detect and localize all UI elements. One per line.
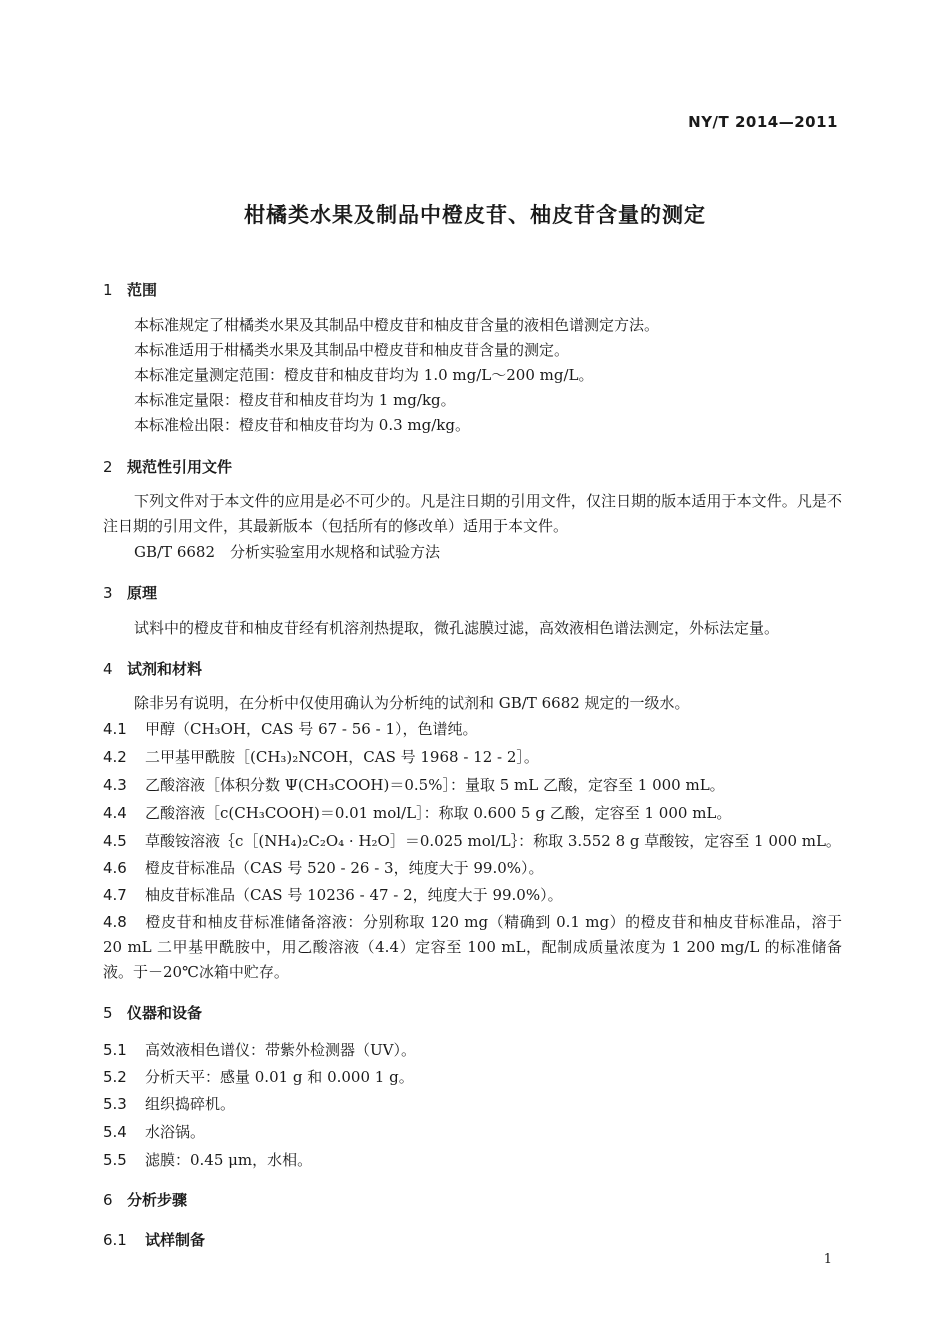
normative-reference: GB/T 6682 分析实验室用水规格和试验方法 [134, 543, 441, 561]
list-item [103, 773, 725, 797]
paragraph: 下列文件对于本文件的应用是必不可少的。凡是注日期的引用文件，仅注日期的版本适用于本文件。凡是不注日期的引用文件，其最新版本（包括所有的修改单）适用于本文件。 [103, 492, 842, 535]
list-item [103, 856, 544, 880]
item-number: 4.6 [103, 859, 127, 877]
item-text: 柚皮苷标准品（CAS 号 10236 - 47 - 2，纯度大于 99.0%）。 [145, 886, 563, 904]
paragraph: 本标准定量测定范围：橙皮苷和柚皮苷均为 1.0 mg/L～200 mg/L。 [134, 366, 594, 384]
section-title: 范围 [127, 281, 158, 299]
item-number: 5.2 [103, 1068, 127, 1086]
paragraph: 除非另有说明，在分析中仅使用确认为分析纯的试剂和 GB/T 6682 规定的一级水。 [134, 694, 690, 712]
list-item [103, 883, 563, 907]
item-text: 分析天平：感量 0.01 g 和 0.000 1 g。 [145, 1068, 414, 1086]
item-number: 5.4 [103, 1123, 127, 1141]
item-number: 5.3 [103, 1095, 127, 1113]
list-item [103, 829, 841, 853]
paragraph: 本标准规定了柑橘类水果及其制品中橙皮苷和柚皮苷含量的液相色谱测定方法。 [134, 316, 660, 334]
subsection-number: 6.1 [103, 1231, 127, 1249]
item-number: 4.8 [103, 913, 127, 931]
section-heading-6 [103, 1189, 187, 1210]
list-item [103, 1038, 416, 1062]
list-item [103, 1120, 205, 1144]
item-text: 高效液相色谱仪：带紫外检测器（UV）。 [145, 1041, 416, 1059]
item-text: 组织捣碎机。 [145, 1095, 236, 1113]
section-title: 试剂和材料 [127, 660, 203, 678]
paragraph: 本标准适用于柑橘类水果及其制品中橙皮苷和柚皮苷含量的测定。 [134, 341, 570, 359]
item-text: 甲醇（CH₃OH，CAS 号 67 - 56 - 1），色谱纯。 [145, 720, 478, 738]
paragraph: 试料中的橙皮苷和柚皮苷经有机溶剂热提取，微孔滤膜过滤，高效液相色谱法测定，外标法定量。 [134, 619, 780, 637]
section-title: 分析步骤 [127, 1191, 188, 1209]
item-text: 橙皮苷标准品（CAS 号 520 - 26 - 3，纯度大于 99.0%）。 [145, 859, 544, 877]
item-number: 4.2 [103, 748, 127, 766]
paragraph: 本标准检出限：橙皮苷和柚皮苷均为 0.3 mg/kg。 [134, 416, 470, 434]
section-number: 1 [103, 281, 113, 299]
document-title: 柑橘类水果及制品中橙皮苷、柚皮苷含量的测定 [244, 203, 706, 227]
list-item [103, 745, 539, 769]
item-number: 5.5 [103, 1151, 127, 1169]
subsection-heading [103, 1229, 205, 1250]
section-number: 5 [103, 1004, 113, 1022]
section-number: 3 [103, 584, 113, 602]
item-number: 4.4 [103, 804, 127, 822]
item-text: 乙酸溶液［体积分数 Ψ(CH₃COOH)＝0.5%］：量取 5 mL 乙酸，定容至 1 000 mL。 [145, 776, 725, 794]
list-item [103, 801, 731, 825]
section-title: 原理 [127, 584, 158, 602]
section-heading-4 [103, 658, 202, 679]
section-number: 4 [103, 660, 113, 678]
section-title: 仪器和设备 [127, 1004, 203, 1022]
item-number: 4.5 [103, 832, 127, 850]
item-text: 橙皮苷和柚皮苷标准储备溶液：分别称取 120 mg（精确到 0.1 mg）的橙皮苷和柚皮苷标准品，溶于 20 mL 二甲基甲酰胺中，用乙酸溶液（4.4）定容至 100 mL，配制成质量浓度为 1 200 mg/L 的标准储备液。于－20℃冰箱中贮存。 [103, 913, 842, 981]
list-item [103, 1092, 235, 1116]
standard-code: NY/T 2014—2011 [688, 113, 838, 131]
list-item [103, 1148, 312, 1172]
section-heading-1 [103, 279, 157, 300]
list-item [103, 1065, 414, 1089]
list-item [103, 717, 478, 741]
item-number: 4.1 [103, 720, 127, 738]
item-text: 水浴锅。 [145, 1123, 206, 1141]
section-title: 规范性引用文件 [127, 458, 233, 476]
item-number: 5.1 [103, 1041, 127, 1059]
section-number: 6 [103, 1191, 113, 1209]
section-heading-5 [103, 1002, 202, 1023]
list-item [103, 910, 842, 985]
item-number: 4.7 [103, 886, 127, 904]
item-text: 二甲基甲酰胺［(CH₃)₂NCOH，CAS 号 1968 - 12 - 2］。 [145, 748, 539, 766]
item-text: 滤膜：0.45 μm，水相。 [145, 1151, 313, 1169]
paragraph: 本标准定量限：橙皮苷和柚皮苷均为 1 mg/kg。 [134, 391, 456, 409]
item-number: 4.3 [103, 776, 127, 794]
subsection-title: 试样制备 [145, 1231, 206, 1249]
section-heading-2 [103, 456, 232, 477]
section-number: 2 [103, 458, 113, 476]
page-number: 1 [823, 1252, 832, 1267]
section-heading-3 [103, 582, 157, 603]
item-text: 乙酸溶液［c(CH₃COOH)＝0.01 mol/L］：称取 0.600 5 g 乙酸，定容至 1 000 mL。 [145, 804, 732, 822]
item-text: 草酸铵溶液｛c［(NH₄)₂C₂O₄ · H₂O］＝0.025 mol/L｝：称取 3.552 8 g 草酸铵，定容至 1 000 mL。 [145, 832, 841, 850]
